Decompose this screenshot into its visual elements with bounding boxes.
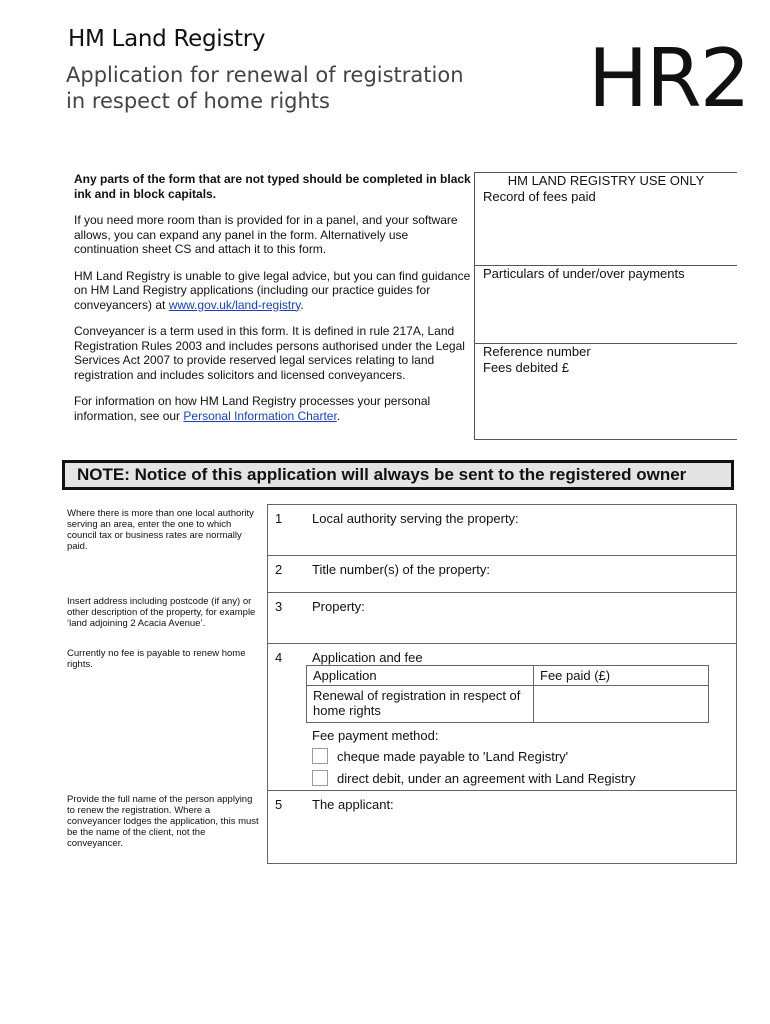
cheque-option-label: cheque made payable to 'Land Registry' — [337, 748, 569, 764]
intro-advice-text: HM Land Registry is unable to give legal advice, but you can find guidance on HM Land Registry applications (including our practice guides for conveyancers) at — [74, 268, 471, 312]
fee-table-col-application: Application — [307, 666, 534, 686]
intro-paragraph-ink: Any parts of the form that are not typed should be completed in black ink and in block capitals. — [74, 172, 471, 201]
office-use-heading: HM LAND REGISTRY USE ONLY — [507, 173, 705, 188]
fees-debited-label: Fees debited £ — [483, 359, 570, 375]
intro-instructions — [74, 172, 472, 435]
panel-number: 5 — [275, 797, 283, 812]
direct-debit-option-label: direct debit, under an agreement with Land Registry — [337, 770, 636, 786]
cheque-checkbox[interactable] — [312, 748, 328, 764]
particulars-label: Particulars of under/over payments — [483, 266, 685, 281]
panel-local-authority[interactable] — [267, 504, 737, 556]
panel-number: 3 — [275, 599, 283, 614]
panel-number: 4 — [275, 650, 283, 665]
fee-paid-input[interactable] — [534, 686, 709, 723]
guidance-panel1: Where there is more than one local authority serving an area, enter the one to which council tax or business rates are normally paid. — [67, 508, 254, 552]
panel-applicant[interactable] — [267, 790, 737, 864]
registered-owner-note: NOTE: Notice of this application will always be sent to the registered owner — [62, 460, 734, 490]
panel-label: Local authority serving the property: — [312, 511, 519, 526]
panel-label: Title number(s) of the property: — [312, 562, 490, 577]
panel-title-number[interactable] — [267, 555, 737, 593]
payment-option-cheque[interactable] — [312, 748, 568, 764]
intro-paragraph-conveyancer: Conveyancer is a term used in this form. It is defined in rule 217A, Land Registration Rules 2003 and includes persons authorised under the Legal Services Act 2007 to provide reserved legal services relating to land registration and includes solicitors and licensed conveyancers. — [74, 324, 465, 382]
intro-paragraph-advice — [74, 269, 472, 313]
panel-number: 2 — [275, 562, 283, 577]
intro-privacy-end: . — [336, 408, 341, 423]
intro-paragraph-space: If you need more room than is provided for in a panel, and your software allows, you can expand any panel in the form. Alternatively use continuation sheet CS and attach it to this form. — [74, 213, 458, 256]
payment-option-direct-debit[interactable] — [312, 770, 635, 786]
panel-property[interactable] — [267, 592, 737, 644]
office-reference-cell — [475, 344, 737, 439]
panel-label: Application and fee — [312, 650, 423, 665]
fee-table-header-row — [307, 666, 709, 686]
form-title-line2: in respect of home rights — [66, 89, 330, 113]
personal-information-charter-link[interactable]: Personal Information Charter — [183, 408, 337, 423]
panel-number: 1 — [275, 511, 283, 526]
reference-number-label: Reference number — [483, 344, 591, 359]
panel-label: Property: — [312, 599, 365, 614]
form-title — [66, 62, 464, 114]
land-registry-link[interactable]: www.gov.uk/land-registry — [168, 297, 301, 312]
organisation-name: HM Land Registry — [68, 26, 266, 52]
fee-table-col-fee: Fee paid (£) — [534, 666, 709, 686]
guidance-panel5: Provide the full name of the person applying to renew the registration. Where a conveyancer lodges the application, this must be the name of the client, not the conveyancer. — [67, 794, 259, 849]
form-title-line1: Application for renewal of registration — [66, 63, 464, 87]
record-of-fees-label: Record of fees paid — [483, 188, 596, 204]
fee-table-row — [307, 686, 709, 723]
fee-table — [306, 665, 709, 723]
intro-paragraph-privacy — [74, 394, 472, 423]
guidance-panel4: Currently no fee is payable to renew home rights. — [67, 648, 246, 670]
form-code: HR2 — [588, 32, 749, 125]
intro-privacy-text: For information on how HM Land Registry processes your personal information, see our — [74, 394, 431, 423]
office-fees-cell — [475, 173, 737, 266]
direct-debit-checkbox[interactable] — [312, 770, 328, 786]
office-use-box — [474, 172, 737, 440]
fee-payment-method-label: Fee payment method: — [312, 728, 439, 743]
fee-table-application-cell: Renewal of registration in respect of home rights — [307, 686, 534, 723]
office-particulars-cell — [475, 266, 737, 344]
panel-label: The applicant: — [312, 797, 394, 812]
intro-advice-end: . — [300, 297, 304, 312]
guidance-panel3: Insert address including postcode (if any) or other description of the property, for example ‘land adjoining 2 Acacia Avenue’. — [67, 596, 256, 629]
